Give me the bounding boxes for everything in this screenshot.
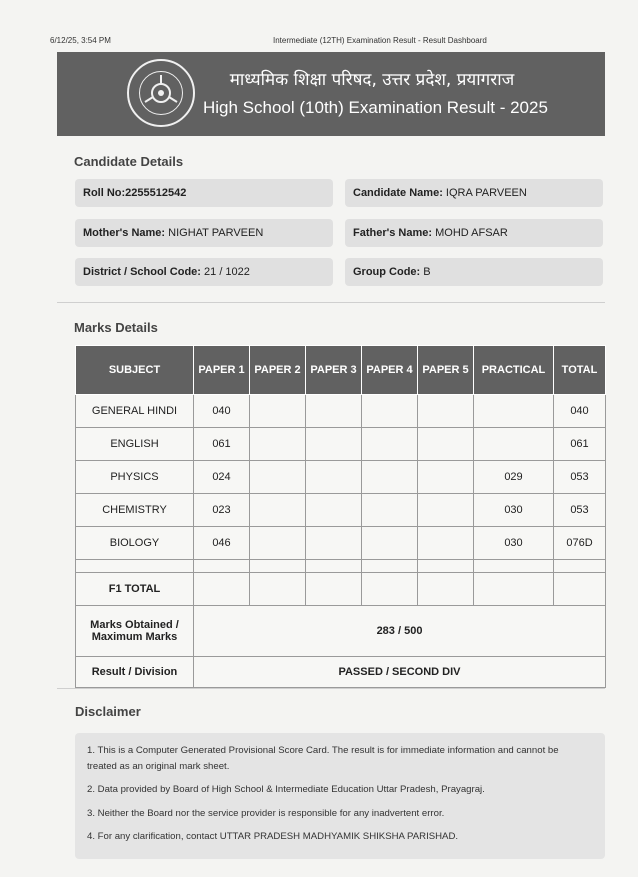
- col-paper-1: PAPER 1: [194, 346, 250, 395]
- paper-3-cell: [306, 527, 362, 560]
- total-cell: 053: [554, 494, 606, 527]
- paper-2-cell: [250, 494, 306, 527]
- marks-header-row: [76, 346, 606, 395]
- total-cell: 061: [554, 428, 606, 461]
- paper-4-cell: [362, 428, 418, 461]
- result-division-value: PASSED / SECOND DIV: [194, 657, 606, 688]
- total-cell: 076D: [554, 527, 606, 560]
- paper-1-cell: 024: [194, 461, 250, 494]
- practical-cell: 030: [474, 527, 554, 560]
- result-banner: [57, 52, 605, 136]
- marks-details-heading: Marks Details: [74, 320, 158, 335]
- paper-2-cell: [250, 461, 306, 494]
- section-divider: [57, 302, 605, 303]
- father-name-field: [345, 219, 603, 247]
- marks-table: [75, 345, 606, 688]
- paper-4-cell: [362, 494, 418, 527]
- paper-5-cell: [418, 527, 474, 560]
- paper-3-cell: [306, 395, 362, 428]
- paper-5-cell: [418, 395, 474, 428]
- subject-cell: GENERAL HINDI: [76, 395, 194, 428]
- paper-5-cell: [418, 428, 474, 461]
- paper-4-cell: [362, 527, 418, 560]
- table-row: [76, 428, 606, 461]
- col-paper-2: PAPER 2: [250, 346, 306, 395]
- section-divider: [57, 688, 605, 689]
- disclaimer-item: 3. Neither the Board nor the service provider is responsible for any inadvertent error.: [87, 807, 445, 819]
- group-code-label: Group Code:: [353, 266, 421, 278]
- paper-3-cell: [306, 461, 362, 494]
- paper-1-cell: 023: [194, 494, 250, 527]
- paper-4-cell: [362, 395, 418, 428]
- board-seal-icon: [127, 59, 195, 127]
- group-code-value: B: [423, 266, 431, 278]
- roll-no-value: Roll No:2255512542: [83, 187, 187, 199]
- subject-cell: ENGLISH: [76, 428, 194, 461]
- spacer-row: [76, 560, 606, 573]
- district-school-label: District / School Code:: [83, 266, 201, 278]
- table-row: [76, 494, 606, 527]
- father-name-label: Father's Name:: [353, 227, 433, 239]
- candidate-name-value: IQRA PARVEEN: [445, 187, 527, 199]
- mother-name-value: NIGHAT PARVEEN: [168, 227, 264, 239]
- paper-2-cell: [250, 428, 306, 461]
- paper-1-cell: 061: [194, 428, 250, 461]
- exam-result-title: High School (10th) Examination Result - 2025: [203, 98, 548, 117]
- father-name-value: MOHD AFSAR: [435, 227, 508, 239]
- paper-2-cell: [250, 527, 306, 560]
- print-date: 6/12/25, 3:54 PM: [50, 36, 111, 45]
- result-division-label: Result / Division: [76, 657, 194, 688]
- col-subject: SUBJECT: [76, 346, 194, 395]
- paper-5-cell: [418, 461, 474, 494]
- mother-name-field: [75, 219, 333, 247]
- marks-obtained-label: Marks Obtained / Maximum Marks: [76, 606, 194, 657]
- paper-4-cell: [362, 461, 418, 494]
- print-page-title: Intermediate (12TH) Examination Result - Result Dashboard: [273, 36, 487, 45]
- disclaimer-item: 4. For any clarification, contact UTTAR PRADESH MADHYAMIK SHIKSHA PARISHAD.: [87, 831, 459, 842]
- district-school-field: [75, 258, 333, 286]
- candidate-name-label: Candidate Name:: [353, 187, 443, 199]
- f1-total-label: F1 TOTAL: [76, 573, 194, 606]
- paper-2-cell: [250, 395, 306, 428]
- candidate-details-heading: Candidate Details: [74, 154, 184, 169]
- col-paper-5: PAPER 5: [418, 346, 474, 395]
- disclaimer-item: 2. Data provided by Board of High School & Intermediate Education Uttar Pradesh, Prayagraj.: [87, 784, 485, 795]
- col-total: TOTAL: [554, 346, 606, 395]
- table-row: [76, 395, 606, 428]
- paper-1-cell: 040: [194, 395, 250, 428]
- mother-name-label: Mother's Name:: [83, 227, 166, 239]
- subject-cell: CHEMISTRY: [76, 494, 194, 527]
- paper-3-cell: [306, 428, 362, 461]
- disclaimer-heading: Disclaimer: [75, 704, 141, 719]
- district-school-value: 21 / 1022: [204, 266, 250, 278]
- table-row: [76, 527, 606, 560]
- board-name-hindi: माध्यमिक शिक्षा परिषद, उत्तर प्रदेश, प्रयागराज: [229, 70, 515, 90]
- paper-1-cell: 046: [194, 527, 250, 560]
- practical-cell: 029: [474, 461, 554, 494]
- roll-no-field: [75, 179, 333, 207]
- practical-cell: [474, 428, 554, 461]
- total-cell: 040: [554, 395, 606, 428]
- practical-cell: [474, 395, 554, 428]
- paper-3-cell: [306, 494, 362, 527]
- f1-total-row: [76, 573, 606, 606]
- subject-cell: PHYSICS: [76, 461, 194, 494]
- marks-obtained-value: 283 / 500: [194, 606, 606, 657]
- disclaimer-box: [75, 733, 605, 859]
- group-code-field: [345, 258, 603, 286]
- col-practical: PRACTICAL: [474, 346, 554, 395]
- total-cell: 053: [554, 461, 606, 494]
- table-row: [76, 461, 606, 494]
- paper-5-cell: [418, 494, 474, 527]
- marks-obtained-row: [76, 606, 606, 657]
- col-paper-3: PAPER 3: [306, 346, 362, 395]
- col-paper-4: PAPER 4: [362, 346, 418, 395]
- practical-cell: 030: [474, 494, 554, 527]
- candidate-name-field: [345, 179, 603, 207]
- disclaimer-item: 1. This is a Computer Generated Provisional Score Card. The result is for immediate information and cannot be treated as an original mark sheet.: [87, 745, 559, 772]
- subject-cell: BIOLOGY: [76, 527, 194, 560]
- result-division-row: [76, 657, 606, 688]
